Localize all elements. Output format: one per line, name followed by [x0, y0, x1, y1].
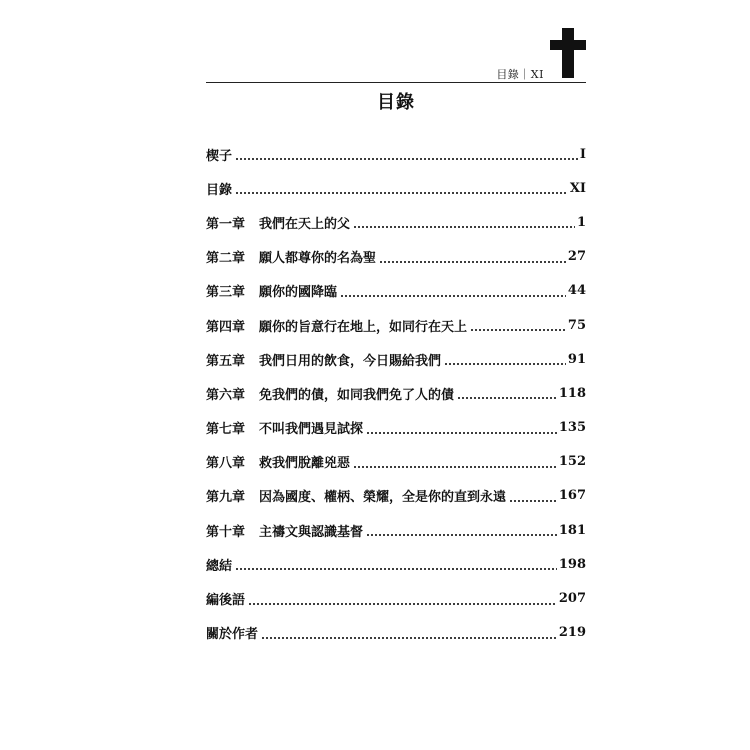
chapter-number: 第四章 — [206, 319, 246, 335]
toc-entry — [206, 513, 586, 547]
toc-entry — [206, 342, 586, 376]
page-number: 135 — [558, 420, 586, 436]
chapter-number: 第九章 — [206, 490, 246, 506]
dot-leader — [470, 318, 566, 332]
page-number: 219 — [558, 625, 586, 641]
toc-entry — [206, 479, 586, 513]
toc-entry — [206, 137, 586, 171]
toc-entry — [206, 274, 586, 308]
page-number: 44 — [567, 283, 586, 299]
chapter-heading: 願你的旨意行在地上，如同行在天上 — [259, 319, 468, 335]
chapter-heading: 因為國度、權柄、榮耀，全是你的直到永遠 — [259, 490, 507, 506]
cross-icon — [550, 28, 586, 78]
chapter-heading: 願你的國降臨 — [259, 285, 338, 301]
chapter-heading: 總結 — [206, 558, 233, 574]
dot-leader — [457, 386, 557, 400]
chapter-heading: 我們在天上的父 — [259, 216, 351, 232]
dot-leader — [235, 181, 568, 195]
chapter-number: 第二章 — [206, 251, 246, 267]
chapter-heading: 目錄 — [206, 182, 233, 198]
chapter-heading: 不叫我們遇見試探 — [259, 422, 364, 438]
toc-entry — [206, 581, 586, 615]
page-number: 1 — [576, 214, 586, 230]
dot-leader — [366, 523, 557, 537]
page-number: XI — [569, 180, 586, 196]
dot-leader — [248, 592, 557, 606]
chapter-heading: 免我們的債，如同我們免了人的債 — [259, 387, 455, 403]
page-number: 152 — [558, 454, 586, 470]
chapter-number: 第六章 — [206, 387, 246, 403]
dot-leader — [509, 489, 557, 503]
chapter-heading: 願人都尊你的名為聖 — [259, 251, 377, 267]
toc-entry — [206, 240, 586, 274]
chapter-heading: 編後語 — [206, 593, 246, 609]
page-number: 207 — [558, 591, 586, 607]
running-head: 目錄｜XI — [496, 68, 544, 81]
chapter-number: 第十章 — [206, 524, 246, 540]
chapter-heading: 主禱文與認識基督 — [259, 524, 364, 540]
page-number: 167 — [558, 488, 586, 504]
dot-leader — [261, 626, 557, 640]
page-number: I — [579, 146, 586, 162]
chapter-number: 第五章 — [206, 353, 246, 369]
toc-entry — [206, 547, 586, 581]
toc-entry — [206, 616, 586, 650]
dot-leader — [366, 421, 557, 435]
chapter-number: 第七章 — [206, 422, 246, 438]
toc-entry — [206, 445, 586, 479]
page-number: 91 — [567, 351, 586, 367]
dot-leader — [235, 147, 578, 161]
dot-leader — [353, 455, 557, 469]
table-of-contents — [206, 137, 586, 650]
toc-entry — [206, 376, 586, 410]
toc-entry — [206, 411, 586, 445]
chapter-heading: 我們日用的飲食，今日賜給我們 — [259, 353, 442, 369]
page-number: 181 — [558, 522, 586, 538]
page-number: 198 — [558, 556, 586, 572]
dot-leader — [340, 284, 566, 298]
dot-leader — [379, 250, 566, 264]
page-number: 118 — [558, 385, 586, 401]
chapter-number: 第三章 — [206, 285, 246, 301]
chapter-heading: 關於作者 — [206, 627, 259, 643]
dot-leader — [235, 557, 557, 571]
chapter-number: 第八章 — [206, 456, 246, 472]
chapter-heading: 楔子 — [206, 148, 233, 164]
toc-entry — [206, 171, 586, 205]
page-title: 目錄 — [377, 92, 415, 113]
toc-entry — [206, 308, 586, 342]
header-rule — [206, 82, 586, 83]
chapter-heading: 救我們脫離兇惡 — [259, 456, 351, 472]
dot-leader — [353, 215, 575, 229]
chapter-number: 第一章 — [206, 216, 246, 232]
page-number: 75 — [567, 317, 586, 333]
toc-entry — [206, 205, 586, 239]
page-number: 27 — [567, 249, 586, 265]
dot-leader — [444, 352, 566, 366]
